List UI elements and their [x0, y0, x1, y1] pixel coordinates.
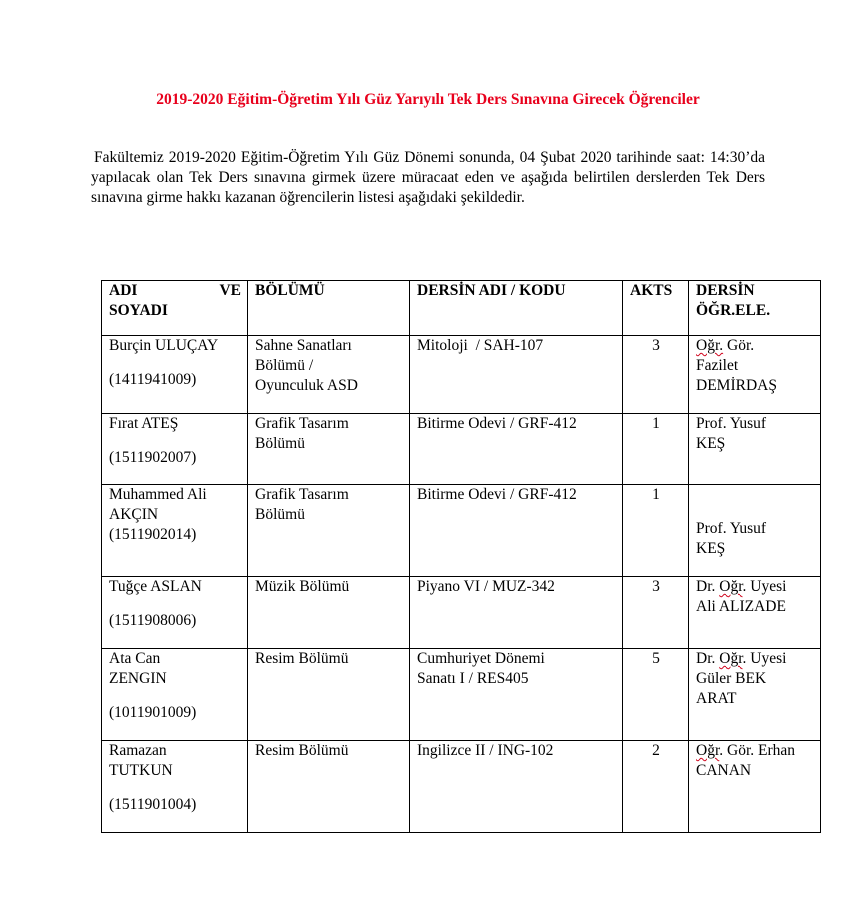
- cell-student: [102, 577, 248, 649]
- header-instructor-part: ÖĞR.ELE.: [696, 302, 771, 319]
- instructor-line: Gör.: [723, 337, 755, 354]
- instructor-line: CANAN: [696, 762, 752, 779]
- instructor-line: KEŞ: [696, 435, 726, 452]
- cell-course: [410, 649, 623, 741]
- cell-instructor: [689, 649, 821, 741]
- instructor-line: ARAT: [696, 690, 737, 707]
- instructor-title: Oğr: [696, 742, 720, 759]
- header-name: [102, 281, 248, 336]
- instructor-line: Güler BEK: [696, 670, 767, 687]
- department-line: Müzik Bölümü: [255, 578, 350, 595]
- department-line: Bölümü: [255, 506, 305, 523]
- cell-student: [102, 741, 248, 833]
- instructor-line: DEMİRDAŞ: [696, 377, 777, 394]
- cell-student: [102, 414, 248, 485]
- student-name: Ramazan: [109, 742, 167, 759]
- cell-instructor: [689, 577, 821, 649]
- instructor-line: . Uyesi: [742, 650, 787, 667]
- cell-department: [248, 414, 410, 485]
- instructor-line: Dr.: [696, 578, 720, 595]
- department-line: Grafik Tasarım: [255, 486, 349, 503]
- cell-akts: 3: [623, 336, 689, 414]
- cell-department: [248, 485, 410, 577]
- instructor-title: Oğr: [719, 578, 743, 595]
- department-line: Bölümü: [255, 435, 305, 452]
- instructor-line: Dr.: [696, 650, 720, 667]
- instructor-line: Fazilet: [696, 357, 739, 374]
- document-title: 2019-2020 Eğitim-Öğretim Yılı Güz Yarıyılı Tek Ders Sınavına Girecek Öğrenciler: [156, 91, 700, 108]
- header-course: DERSİN ADI / KODU: [410, 281, 623, 336]
- student-number: (1011901009): [109, 704, 197, 721]
- student-number: (1411941009): [109, 371, 197, 388]
- cell-akts: 1: [623, 485, 689, 577]
- course-line: Mitoloji / SAH-107: [417, 337, 544, 354]
- table-row: [102, 336, 821, 414]
- students-table: [101, 280, 821, 833]
- cell-instructor: [689, 485, 821, 577]
- student-name: ZENGIN: [109, 670, 167, 687]
- course-line: Cumhuriyet Dönemi: [417, 650, 545, 667]
- cell-course: [410, 485, 623, 577]
- instructor-line: KEŞ: [696, 540, 726, 557]
- department-line: Bölümü /: [255, 357, 314, 374]
- cell-akts: 3: [623, 577, 689, 649]
- cell-instructor: [689, 741, 821, 833]
- header-name-part: VE: [219, 282, 241, 299]
- student-name: Fırat ATEŞ: [109, 415, 179, 432]
- course-line: Piyano VI / MUZ-342: [417, 578, 555, 595]
- cell-course: [410, 414, 623, 485]
- student-name: AKÇIN: [109, 506, 159, 523]
- cell-department: [248, 336, 410, 414]
- cell-course: [410, 336, 623, 414]
- student-name: Tuğçe ASLAN: [109, 578, 202, 595]
- cell-department: [248, 741, 410, 833]
- header-name-part: SOYADI: [109, 302, 168, 319]
- department-line: Grafik Tasarım: [255, 415, 349, 432]
- instructor-line: Ali ALIZADE: [696, 598, 786, 615]
- table-header-row: [102, 281, 821, 336]
- instructor-line: . Gör. Erhan: [719, 742, 796, 759]
- instructor-line: Prof. Yusuf: [696, 415, 767, 432]
- student-name: Ata Can: [109, 650, 161, 667]
- table-row: [102, 414, 821, 485]
- cell-student: [102, 485, 248, 577]
- student-number: (1511902007): [109, 449, 197, 466]
- department-line: Oyunculuk ASD: [255, 377, 358, 394]
- cell-instructor: [689, 336, 821, 414]
- cell-student: [102, 336, 248, 414]
- header-akts: AKTS: [623, 281, 689, 336]
- table-row: [102, 649, 821, 741]
- student-number: (1511901004): [109, 796, 197, 813]
- header-department: BÖLÜMÜ: [248, 281, 410, 336]
- instructor-line: . Uyesi: [742, 578, 787, 595]
- header-instructor-part: DERSİN: [696, 282, 755, 299]
- cell-akts: 1: [623, 414, 689, 485]
- student-number: (1511908006): [109, 612, 197, 629]
- instructor-title: Oğr: [719, 650, 743, 667]
- department-line: Sahne Sanatları: [255, 337, 352, 354]
- cell-instructor: [689, 414, 821, 485]
- student-number: (1511902014): [109, 526, 197, 543]
- student-name: Muhammed Ali: [109, 486, 207, 503]
- cell-student: [102, 649, 248, 741]
- course-line: Sanatı I / RES405: [417, 670, 529, 687]
- department-line: Resim Bölümü: [255, 650, 349, 667]
- cell-course: [410, 741, 623, 833]
- course-line: Bitirme Odevi / GRF-412: [417, 486, 577, 503]
- table-row: [102, 577, 821, 649]
- student-name: TUTKUN: [109, 762, 173, 779]
- course-line: Ingilizce II / ING-102: [417, 742, 554, 759]
- course-line: Bitirme Odevi / GRF-412: [417, 415, 577, 432]
- cell-department: [248, 577, 410, 649]
- department-line: Resim Bölümü: [255, 742, 349, 759]
- cell-course: [410, 577, 623, 649]
- cell-department: [248, 649, 410, 741]
- instructor-title: Oğr.: [696, 337, 724, 354]
- header-name-part: ADI: [109, 282, 138, 299]
- cell-akts: 2: [623, 741, 689, 833]
- table-row: [102, 485, 821, 577]
- table-row: [102, 741, 821, 833]
- student-name: Burçin ULUÇAY: [109, 337, 219, 354]
- intro-paragraph: Fakültemiz 2019-2020 Eğitim-Öğretim Yılı Güz Dönemi sonunda, 04 Şubat 2020 tarihinde saat: 14:30’da yapılacak olan Tek Ders sınavına girmek üzere müracaat eden ve aşağıda belirtilen derslerden Tek Ders sınavına girme hakkı kazanan öğrencilerin listesi aşağıdaki şekildedir.: [91, 149, 765, 206]
- instructor-line: Prof. Yusuf: [696, 520, 767, 537]
- cell-akts: 5: [623, 649, 689, 741]
- header-instructor: [689, 281, 821, 336]
